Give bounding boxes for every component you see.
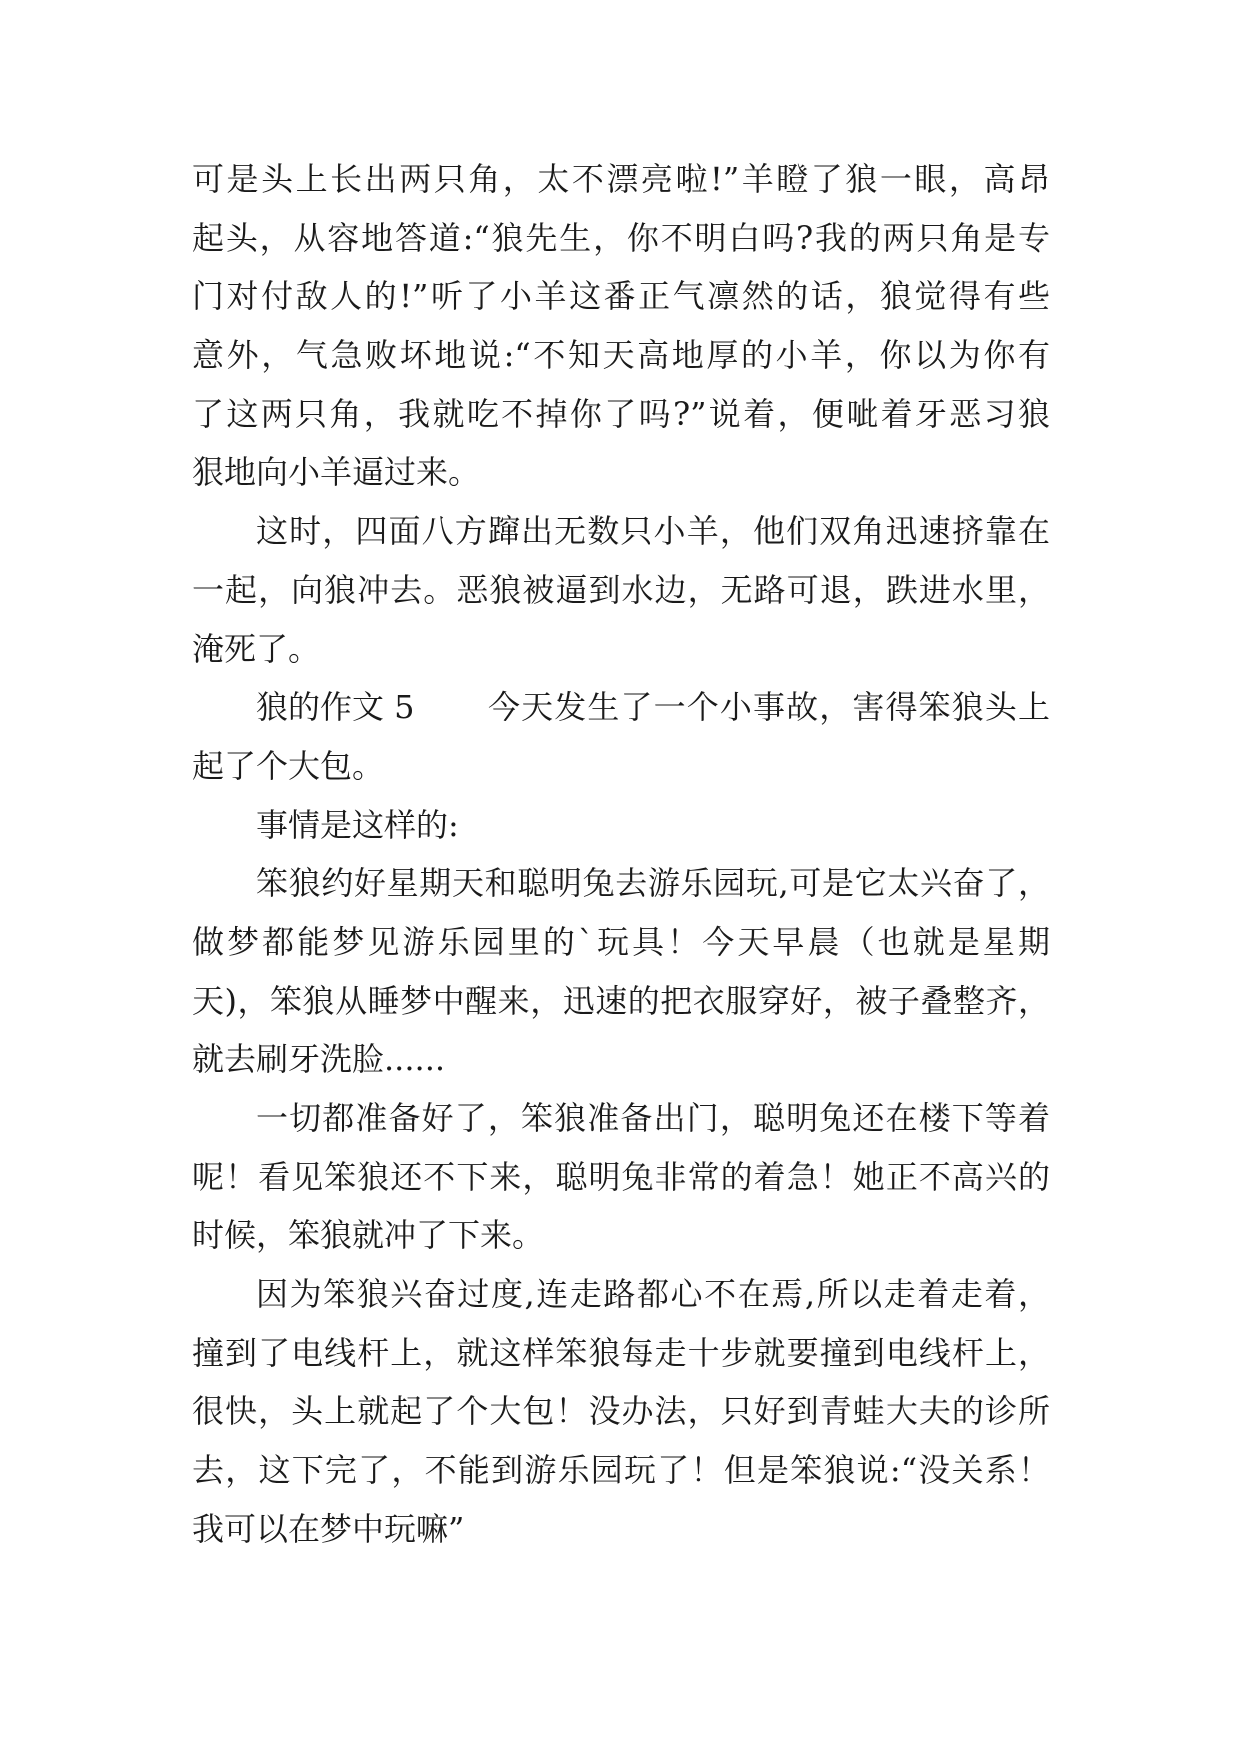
- paragraph: [192, 1089, 1050, 1265]
- paragraph: [192, 854, 1050, 1089]
- text-line: 呢！看见笨狼还不下来，聪明兔非常的着急！她正不高兴的: [192, 1157, 1050, 1196]
- text-line: 这时，四面八方蹿出无数只小羊，他们双角迅速挤靠在: [256, 512, 1050, 551]
- text-line: 很快，头上就起了个大包！没办法，只好到青蛙大夫的诊所: [192, 1392, 1050, 1431]
- text-line: 时候，笨狼就冲了下来。: [192, 1216, 545, 1255]
- text-line: 撞到了电线杆上，就这样笨狼每走十步就要撞到电线杆上，: [192, 1333, 1050, 1372]
- essay-title: 狼的作文 5: [256, 688, 415, 727]
- text-line: [192, 678, 1050, 737]
- text-line: 了这两只角，我就吃不掉你了吗?”说着，便呲着牙恶习狼: [192, 394, 1050, 433]
- text-line: 意外，气急败坏地说:“不知天高地厚的小羊，你以为你有: [192, 336, 1050, 375]
- paragraph: [192, 1265, 1050, 1558]
- paragraph: [192, 678, 1050, 795]
- text-line: 事情是这样的:: [256, 805, 459, 844]
- text-line: 起头，从容地答道:“狼先生，你不明白吗?我的两只角是专: [192, 218, 1050, 257]
- text-line: 淹死了。: [192, 629, 321, 668]
- text-line: 可是头上长出两只角，太不漂亮啦!”羊瞪了狼一眼，高昂: [192, 160, 1050, 198]
- text-line-content: 今天发生了一个小事故，害得笨狼头上: [488, 688, 1050, 727]
- text-line: 做梦都能梦见游乐园里的`玩具！今天早晨（也就是星期: [192, 922, 1050, 961]
- paragraph: [192, 502, 1050, 678]
- text-line: 一切都准备好了，笨狼准备出门，聪明兔还在楼下等着: [256, 1099, 1050, 1137]
- document-page: [192, 150, 1050, 1559]
- text-line: 因为笨狼兴奋过度,连走路都心不在焉,所以走着走着，: [256, 1275, 1050, 1314]
- text-line: 起了个大包。: [192, 746, 385, 785]
- paragraph: [192, 150, 1050, 502]
- text-line: 门对付敌人的!”听了小羊这番正气凛然的话，狼觉得有些: [192, 277, 1050, 316]
- text-line: 一起，向狼冲去。恶狼被逼到水边，无路可退，跌进水里，: [192, 570, 1050, 609]
- text-line: 去，这下完了，不能到游乐园玩了！但是笨狼说:“没关系！: [192, 1451, 1050, 1490]
- text-line: 我可以在梦中玩嘛”: [192, 1509, 465, 1548]
- text-line: 就去刷牙洗脸......: [192, 1040, 446, 1079]
- paragraph: [192, 796, 1050, 855]
- text-line: 天)，笨狼从睡梦中醒来，迅速的把衣服穿好，被子叠整齐，: [192, 981, 1050, 1020]
- text-line: 笨狼约好星期天和聪明兔去游乐园玩,可是它太兴奋了，: [256, 864, 1050, 903]
- text-line: 狠地向小羊逼过来。: [192, 453, 481, 492]
